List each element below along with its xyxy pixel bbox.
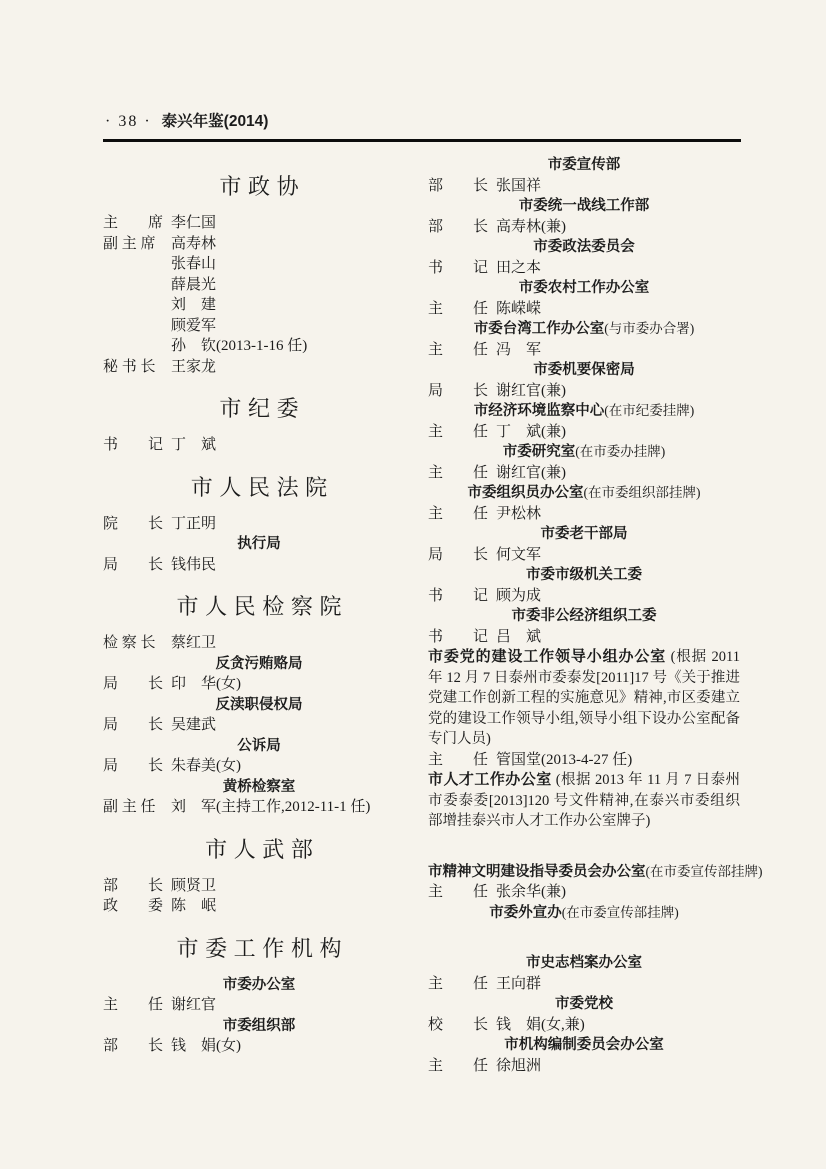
person-row — [103, 555, 415, 576]
person-name: 钱 娟(女,兼) — [496, 1016, 585, 1033]
role-label: 局 长 — [428, 382, 489, 399]
role-label: 主 任 — [428, 505, 489, 522]
subheading-note: (在市委宣传部挂牌) — [645, 863, 763, 879]
role-label — [103, 336, 165, 357]
person-name: 钱伟民 — [171, 556, 217, 573]
subheading-title: 市委机要保密局 — [533, 362, 635, 378]
header-rule — [103, 139, 741, 142]
section-heading: 市纪委 — [219, 396, 306, 421]
person-row — [103, 797, 415, 818]
person-name: 陈嵘嵘 — [496, 300, 542, 317]
role-label: 院 长 — [103, 515, 164, 532]
person-name: 顾爱军 — [171, 317, 217, 334]
person-row — [428, 882, 740, 903]
person-row — [103, 756, 415, 777]
person-row — [428, 504, 740, 525]
role-label: 主 任 — [428, 751, 489, 768]
department-subheading — [428, 483, 740, 504]
person-row — [428, 176, 740, 197]
page-number-marker: · 38 · — [105, 113, 152, 130]
person-row — [428, 258, 740, 279]
subheading-note: (在市委组织部挂牌) — [583, 485, 701, 500]
section-heading: 市人武部 — [205, 836, 320, 862]
department-subheading — [103, 777, 415, 798]
person-row — [103, 876, 415, 897]
subheading-title: 黄桥检察室 — [222, 778, 296, 795]
department-subheading — [428, 565, 740, 586]
org-paragraph — [428, 770, 740, 832]
subheading-title: 市委台湾工作办公室 — [473, 321, 605, 337]
department-subheading — [428, 278, 740, 299]
person-row — [103, 674, 415, 695]
person-name: 冯 军 — [496, 341, 542, 358]
subheading-title: 反贪污贿赂局 — [215, 655, 303, 672]
role-label: 部 长 — [103, 877, 164, 894]
subheading-title: 市委非公经济组织工委 — [511, 608, 657, 624]
subheading-title: 市委农村工作办公室 — [518, 280, 650, 296]
role-label: 书 记 — [428, 587, 489, 604]
subheading-title: 市委研究室 — [502, 444, 576, 460]
department-subheading — [428, 237, 740, 258]
person-name: 徐旭洲 — [496, 1057, 542, 1074]
role-label: 副 主 席 — [103, 235, 156, 252]
department-subheading — [428, 196, 740, 217]
person-name: 管国堂(2013-4-27 任) — [496, 751, 633, 768]
person-name: 王家龙 — [171, 358, 217, 375]
two-column-layout — [103, 155, 763, 1076]
person-row — [103, 1036, 415, 1057]
person-row — [103, 896, 415, 917]
person-row — [428, 299, 740, 320]
person-name: 王向群 — [496, 975, 542, 992]
person-row — [103, 514, 415, 535]
person-name: 刘 军(主持工作,2012-11-1 任) — [171, 799, 371, 815]
department-subheading — [428, 155, 740, 176]
person-name: 谢红官 — [171, 997, 217, 1013]
person-row — [428, 217, 740, 238]
role-label: 主 任 — [428, 341, 489, 358]
person-name: 高寿林 — [171, 235, 217, 252]
person-name: 刘 建 — [171, 297, 217, 313]
role-label: 主 任 — [428, 300, 489, 317]
subheading-title: 市委政法委员会 — [533, 239, 635, 255]
subheading-title: 市委市级机关工委 — [526, 567, 642, 583]
role-label: 主 席 — [103, 215, 164, 231]
department-subheading — [103, 654, 415, 675]
subheading-title: 市委组织部 — [222, 1017, 296, 1034]
person-row — [428, 586, 740, 607]
person-name: 陈 岷 — [171, 898, 217, 914]
person-row — [103, 357, 415, 378]
page-content — [103, 112, 763, 1076]
person-row — [103, 295, 415, 316]
subheading-title: 执行局 — [237, 536, 281, 552]
person-name: 张春山 — [171, 256, 217, 272]
subheading-title: 市委办公室 — [222, 976, 296, 993]
person-row — [428, 422, 740, 443]
role-label: 政 委 — [103, 898, 164, 914]
person-row — [103, 633, 415, 654]
department-subheading — [428, 442, 740, 463]
person-name: 孙 钦(2013-1-16 任) — [171, 338, 308, 354]
person-row — [103, 275, 415, 296]
section-heading: 市委工作机构 — [176, 935, 349, 961]
role-label: 部 长 — [428, 177, 489, 194]
subheading-title: 市委党校 — [555, 996, 613, 1012]
person-row — [428, 750, 740, 771]
role-label: 校 长 — [428, 1016, 489, 1033]
department-subheading — [428, 524, 740, 545]
person-row — [428, 627, 740, 648]
person-name: 何文军 — [496, 546, 542, 563]
person-name: 顾贤卫 — [171, 877, 217, 894]
person-row — [103, 995, 415, 1016]
department-subheading — [103, 736, 415, 757]
subheading-note: (在市纪委挂牌) — [604, 403, 695, 418]
paragraph-title: 市人才工作办公室 — [428, 771, 552, 788]
section-heading: 市人民检察院 — [176, 594, 349, 619]
section-heading: 市政协 — [219, 174, 306, 199]
person-name: 张余华(兼) — [496, 884, 566, 900]
department-subheading — [428, 862, 763, 883]
department-subheading — [103, 975, 415, 996]
person-name: 印 华(女) — [171, 676, 241, 692]
department-subheading — [103, 695, 415, 716]
subheading-note: (与市委办合署) — [604, 321, 695, 336]
subheading-title: 市精神文明建设指导委员会办公室 — [428, 863, 646, 880]
person-row — [103, 234, 415, 255]
person-row — [103, 435, 415, 456]
person-name: 钱 娟(女) — [171, 1038, 241, 1054]
person-name: 顾为成 — [496, 587, 542, 604]
person-name: 李仁国 — [171, 215, 217, 231]
role-label: 主 任 — [428, 1057, 489, 1074]
person-row — [103, 336, 415, 357]
person-row — [428, 381, 740, 402]
paragraph-note: (根据 2011 年 12 月 7 日泰州市委泰发[2011]17 号《关于推进党建工作创新工程的实施意见》精神,市区委建立党的建设工作领导小组,领导小组下设办公室配备专门人员) — [428, 649, 740, 747]
person-name: 谢红官(兼) — [496, 382, 566, 399]
department-subheading — [428, 401, 740, 422]
role-label: 部 长 — [103, 1038, 164, 1054]
department-subheading — [428, 1035, 740, 1056]
subheading-title: 市委老干部局 — [540, 526, 628, 542]
person-name: 丁 斌 — [171, 437, 217, 453]
column-left — [103, 155, 415, 1076]
subheading-title: 市委外宣办 — [489, 904, 562, 921]
person-row — [103, 213, 415, 234]
person-row — [428, 1056, 740, 1077]
role-label — [103, 316, 165, 337]
paragraph-title: 市委党的建设工作领导小组办公室 — [428, 648, 667, 665]
column-right — [428, 155, 763, 1076]
role-label: 秘 书 长 — [103, 358, 156, 375]
role-label — [103, 275, 165, 296]
role-label: 检 察 长 — [103, 635, 156, 651]
book-title: 泰兴年鉴(2014) — [161, 113, 269, 130]
person-name: 高寿林(兼) — [496, 218, 566, 235]
subheading-title: 市机构编制委员会办公室 — [504, 1037, 664, 1053]
person-row — [103, 316, 415, 337]
paragraph-note: (根据 2013 年 11 月 7 日泰州市委泰委[2013]120 号文件精神,在泰兴市委组织部增挂泰兴市人才工作办公室牌子) — [428, 772, 740, 829]
role-label: 主 任 — [428, 884, 489, 900]
person-name: 丁 斌(兼) — [496, 423, 566, 440]
org-paragraph — [428, 647, 740, 750]
subheading-note: (在市委宣传部挂牌) — [561, 904, 679, 920]
person-name: 田之本 — [496, 259, 542, 276]
department-subheading — [428, 360, 740, 381]
department-subheading — [103, 534, 415, 555]
role-label: 主 任 — [428, 423, 489, 440]
role-label: 部 长 — [428, 218, 489, 235]
person-row — [428, 463, 740, 484]
person-row — [428, 974, 740, 995]
role-label: 局 长 — [103, 676, 164, 692]
person-name: 薛晨光 — [171, 276, 217, 293]
person-name: 吴建武 — [171, 717, 217, 733]
department-subheading — [428, 319, 740, 340]
role-label: 书 记 — [103, 437, 164, 453]
role-label — [103, 295, 165, 316]
department-subheading — [103, 1016, 415, 1037]
person-name: 丁正明 — [171, 515, 217, 532]
role-label: 主 任 — [428, 975, 489, 992]
role-label: 书 记 — [428, 628, 489, 645]
person-name: 谢红官(兼) — [496, 464, 566, 481]
spacer — [428, 832, 740, 862]
person-row — [428, 545, 740, 566]
person-name: 吕 斌 — [496, 628, 542, 645]
person-row — [103, 715, 415, 736]
role-label: 局 长 — [103, 717, 164, 733]
section-heading: 市人民法院 — [190, 474, 334, 500]
department-subheading — [428, 606, 740, 627]
role-label: 主 任 — [103, 997, 164, 1013]
person-name: 朱春美(女) — [171, 758, 241, 774]
subheading-title: 市经济环境监察中心 — [473, 403, 605, 419]
role-label — [103, 254, 165, 275]
subheading-title: 市委组织员办公室 — [467, 485, 584, 501]
person-row — [103, 254, 415, 275]
subheading-title: 市委宣传部 — [547, 157, 621, 173]
page-header — [103, 112, 741, 132]
subheading-title: 公诉局 — [237, 737, 281, 754]
subheading-title: 市委统一战线工作部 — [518, 198, 650, 214]
subheading-note: (在市委办挂牌) — [575, 444, 666, 459]
department-subheading — [428, 994, 740, 1015]
department-subheading — [428, 953, 740, 974]
department-subheading — [428, 903, 740, 924]
role-label: 局 长 — [103, 758, 164, 774]
role-label: 书 记 — [428, 259, 489, 276]
role-label: 主 任 — [428, 464, 489, 481]
person-row — [428, 340, 740, 361]
role-label: 局 长 — [103, 556, 164, 573]
person-name: 张国祥 — [496, 177, 542, 194]
person-name: 尹松林 — [496, 505, 542, 522]
subheading-title: 市史志档案办公室 — [526, 955, 642, 971]
role-label: 局 长 — [428, 546, 489, 563]
subheading-title: 反渎职侵权局 — [215, 696, 303, 713]
role-label: 副 主 任 — [103, 799, 156, 815]
person-row — [428, 1015, 740, 1036]
person-name: 蔡红卫 — [171, 635, 217, 651]
spacer — [428, 923, 740, 953]
